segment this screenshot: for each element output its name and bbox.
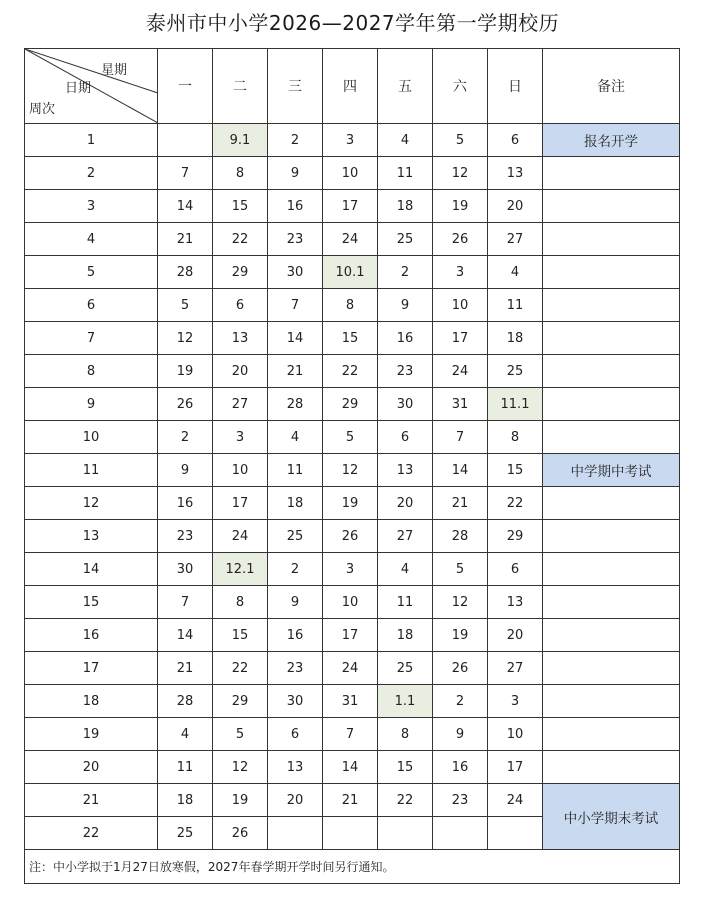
day-cell: 9 xyxy=(268,586,323,619)
week-number-cell: 14 xyxy=(25,553,158,586)
day-cell: 7 xyxy=(158,157,213,190)
week-row xyxy=(25,784,680,817)
day-cell: 19 xyxy=(433,619,488,652)
day-cell: 16 xyxy=(268,190,323,223)
day-cell: 4 xyxy=(378,553,433,586)
day-cell: 3 xyxy=(433,256,488,289)
week-row xyxy=(25,520,680,553)
note-cell-empty xyxy=(543,553,680,586)
day-cell xyxy=(378,817,433,850)
day-cell: 6 xyxy=(488,553,543,586)
corner-header-cell xyxy=(25,49,158,124)
page-title: 泰州市中小学2026—2027学年第一学期校历 xyxy=(145,11,560,35)
day-cell: 6 xyxy=(488,124,543,157)
note-cell-empty xyxy=(543,685,680,718)
day-cell: 22 xyxy=(323,355,378,388)
day-cell xyxy=(488,817,543,850)
day-cell: 23 xyxy=(268,223,323,256)
day-cell: 10 xyxy=(323,157,378,190)
corner-week-label: 星期 xyxy=(101,63,128,78)
day-cell: 2 xyxy=(378,256,433,289)
day-cell: 20 xyxy=(488,619,543,652)
day-cell: 10.1 xyxy=(323,256,378,289)
day-cell: 10 xyxy=(213,454,268,487)
week-number-cell: 1 xyxy=(25,124,158,157)
note-cell-empty xyxy=(543,322,680,355)
day-header-tue: 二 xyxy=(213,49,268,124)
day-cell: 15 xyxy=(213,190,268,223)
week-number-cell: 4 xyxy=(25,223,158,256)
day-cell: 6 xyxy=(378,421,433,454)
day-cell: 23 xyxy=(158,520,213,553)
day-cell: 10 xyxy=(488,718,543,751)
day-cell: 4 xyxy=(268,421,323,454)
week-number-cell: 9 xyxy=(25,388,158,421)
day-cell: 19 xyxy=(433,190,488,223)
day-cell: 24 xyxy=(323,652,378,685)
day-cell: 26 xyxy=(433,652,488,685)
day-cell: 18 xyxy=(378,619,433,652)
day-cell: 24 xyxy=(433,355,488,388)
week-row xyxy=(25,355,680,388)
day-cell: 29 xyxy=(213,256,268,289)
week-row xyxy=(25,421,680,454)
day-cell: 15 xyxy=(488,454,543,487)
week-row xyxy=(25,388,680,421)
day-cell: 16 xyxy=(433,751,488,784)
day-cell: 11 xyxy=(158,751,213,784)
day-cell: 19 xyxy=(323,487,378,520)
day-cell: 20 xyxy=(213,355,268,388)
day-cell: 16 xyxy=(158,487,213,520)
day-cell: 13 xyxy=(488,586,543,619)
day-cell: 14 xyxy=(323,751,378,784)
note-cell-empty xyxy=(543,355,680,388)
week-row xyxy=(25,157,680,190)
week-number-cell: 11 xyxy=(25,454,158,487)
week-number-cell: 12 xyxy=(25,487,158,520)
day-cell: 22 xyxy=(488,487,543,520)
day-cell: 9 xyxy=(268,157,323,190)
day-cell: 30 xyxy=(378,388,433,421)
week-row xyxy=(25,454,680,487)
day-header-sun: 日 xyxy=(488,49,543,124)
day-cell: 24 xyxy=(488,784,543,817)
day-header-wed: 三 xyxy=(268,49,323,124)
corner-week-number-label: 周次 xyxy=(29,102,56,117)
week-number-cell: 17 xyxy=(25,652,158,685)
day-cell: 4 xyxy=(378,124,433,157)
week-number-cell: 16 xyxy=(25,619,158,652)
week-number-cell: 5 xyxy=(25,256,158,289)
day-cell: 13 xyxy=(378,454,433,487)
day-cell: 13 xyxy=(268,751,323,784)
week-row xyxy=(25,619,680,652)
day-cell: 24 xyxy=(323,223,378,256)
note-final-exam: 中小学期末考试 xyxy=(543,784,680,850)
day-cell: 30 xyxy=(268,685,323,718)
day-cell: 14 xyxy=(433,454,488,487)
week-row xyxy=(25,553,680,586)
day-cell: 17 xyxy=(488,751,543,784)
day-cell: 10 xyxy=(323,586,378,619)
week-number-cell: 21 xyxy=(25,784,158,817)
week-row xyxy=(25,223,680,256)
week-row xyxy=(25,322,680,355)
day-cell: 7 xyxy=(158,586,213,619)
day-cell: 11 xyxy=(378,157,433,190)
day-cell: 30 xyxy=(158,553,213,586)
footer-row xyxy=(25,850,680,884)
day-cell: 20 xyxy=(378,487,433,520)
day-cell: 12.1 xyxy=(213,553,268,586)
day-cell: 31 xyxy=(433,388,488,421)
day-cell: 11 xyxy=(378,586,433,619)
footer-note: 注：中小学拟于1月27日放寒假，2027年春学期开学时间另行通知。 xyxy=(25,850,680,884)
day-cell: 1.1 xyxy=(378,685,433,718)
day-cell: 17 xyxy=(323,619,378,652)
day-cell: 24 xyxy=(213,520,268,553)
corner-date-label: 日期 xyxy=(65,81,92,96)
day-cell: 5 xyxy=(433,553,488,586)
day-cell: 19 xyxy=(213,784,268,817)
week-number-cell: 18 xyxy=(25,685,158,718)
day-cell: 8 xyxy=(213,157,268,190)
day-cell: 25 xyxy=(378,652,433,685)
week-row xyxy=(25,751,680,784)
week-number-cell: 13 xyxy=(25,520,158,553)
day-cell: 2 xyxy=(433,685,488,718)
week-row xyxy=(25,190,680,223)
note-cell-empty xyxy=(543,421,680,454)
day-cell: 2 xyxy=(268,553,323,586)
day-cell: 27 xyxy=(488,652,543,685)
day-cell xyxy=(323,817,378,850)
day-header-thu: 四 xyxy=(323,49,378,124)
day-cell: 25 xyxy=(268,520,323,553)
day-header-fri: 五 xyxy=(378,49,433,124)
day-cell: 22 xyxy=(378,784,433,817)
day-cell: 14 xyxy=(268,322,323,355)
day-header-sat: 六 xyxy=(433,49,488,124)
week-number-cell: 6 xyxy=(25,289,158,322)
day-cell: 15 xyxy=(213,619,268,652)
note-cell-empty xyxy=(543,520,680,553)
day-cell: 9 xyxy=(433,718,488,751)
day-cell: 25 xyxy=(378,223,433,256)
day-cell: 9 xyxy=(158,454,213,487)
day-header-mon: 一 xyxy=(158,49,213,124)
day-cell: 23 xyxy=(268,652,323,685)
day-cell: 7 xyxy=(323,718,378,751)
day-cell: 7 xyxy=(433,421,488,454)
note-cell-empty xyxy=(543,223,680,256)
day-cell: 21 xyxy=(433,487,488,520)
day-cell: 14 xyxy=(158,619,213,652)
day-cell: 18 xyxy=(378,190,433,223)
week-row xyxy=(25,256,680,289)
day-cell: 8 xyxy=(488,421,543,454)
day-cell: 18 xyxy=(268,487,323,520)
day-cell: 5 xyxy=(213,718,268,751)
day-cell: 20 xyxy=(268,784,323,817)
week-number-cell: 8 xyxy=(25,355,158,388)
day-cell: 14 xyxy=(158,190,213,223)
day-cell: 28 xyxy=(433,520,488,553)
day-cell: 18 xyxy=(488,322,543,355)
day-cell: 26 xyxy=(158,388,213,421)
day-cell: 15 xyxy=(323,322,378,355)
day-cell: 11.1 xyxy=(488,388,543,421)
week-number-cell: 22 xyxy=(25,817,158,850)
day-cell: 28 xyxy=(158,685,213,718)
day-cell: 28 xyxy=(268,388,323,421)
day-cell: 27 xyxy=(378,520,433,553)
day-cell: 21 xyxy=(158,652,213,685)
day-cell: 5 xyxy=(433,124,488,157)
day-cell: 29 xyxy=(488,520,543,553)
day-cell: 3 xyxy=(213,421,268,454)
day-cell: 3 xyxy=(323,553,378,586)
day-cell: 21 xyxy=(268,355,323,388)
week-row xyxy=(25,124,680,157)
week-number-cell: 20 xyxy=(25,751,158,784)
week-row xyxy=(25,487,680,520)
week-row xyxy=(25,685,680,718)
day-cell: 17 xyxy=(213,487,268,520)
day-cell: 9.1 xyxy=(213,124,268,157)
day-cell: 20 xyxy=(488,190,543,223)
day-cell: 17 xyxy=(433,322,488,355)
day-cell: 17 xyxy=(323,190,378,223)
note-cell-empty xyxy=(543,388,680,421)
day-cell: 31 xyxy=(323,685,378,718)
day-cell: 13 xyxy=(488,157,543,190)
week-number-cell: 7 xyxy=(25,322,158,355)
day-cell: 12 xyxy=(158,322,213,355)
day-cell: 21 xyxy=(158,223,213,256)
week-number-cell: 10 xyxy=(25,421,158,454)
day-cell: 12 xyxy=(433,157,488,190)
note-cell-empty xyxy=(543,652,680,685)
note-cell-empty xyxy=(543,190,680,223)
day-cell xyxy=(158,124,213,157)
day-cell: 5 xyxy=(323,421,378,454)
day-cell: 16 xyxy=(378,322,433,355)
day-cell xyxy=(433,817,488,850)
week-row xyxy=(25,718,680,751)
day-cell: 18 xyxy=(158,784,213,817)
day-cell: 11 xyxy=(488,289,543,322)
week-row xyxy=(25,586,680,619)
day-cell: 6 xyxy=(268,718,323,751)
day-cell: 11 xyxy=(268,454,323,487)
day-cell: 26 xyxy=(213,817,268,850)
day-cell: 25 xyxy=(488,355,543,388)
week-number-cell: 15 xyxy=(25,586,158,619)
week-row xyxy=(25,652,680,685)
day-cell: 2 xyxy=(158,421,213,454)
day-cell: 30 xyxy=(268,256,323,289)
day-cell: 8 xyxy=(323,289,378,322)
day-cell: 25 xyxy=(158,817,213,850)
day-cell: 16 xyxy=(268,619,323,652)
day-cell: 3 xyxy=(323,124,378,157)
day-cell: 22 xyxy=(213,223,268,256)
day-cell: 29 xyxy=(213,685,268,718)
day-cell: 28 xyxy=(158,256,213,289)
day-cell: 15 xyxy=(378,751,433,784)
day-cell: 7 xyxy=(268,289,323,322)
day-cell: 10 xyxy=(433,289,488,322)
day-cell: 27 xyxy=(213,388,268,421)
day-cell xyxy=(268,817,323,850)
day-cell: 22 xyxy=(213,652,268,685)
header-row xyxy=(25,49,680,124)
day-cell: 29 xyxy=(323,388,378,421)
week-number-cell: 2 xyxy=(25,157,158,190)
day-cell: 21 xyxy=(323,784,378,817)
day-cell: 8 xyxy=(213,586,268,619)
day-cell: 2 xyxy=(268,124,323,157)
day-cell: 4 xyxy=(158,718,213,751)
note-cell-empty xyxy=(543,586,680,619)
day-cell: 12 xyxy=(213,751,268,784)
day-cell: 26 xyxy=(323,520,378,553)
note-cell-empty xyxy=(543,619,680,652)
day-cell: 12 xyxy=(323,454,378,487)
week-number-cell: 3 xyxy=(25,190,158,223)
day-cell: 6 xyxy=(213,289,268,322)
day-cell: 12 xyxy=(433,586,488,619)
day-cell: 13 xyxy=(213,322,268,355)
note-cell-empty xyxy=(543,289,680,322)
note-enrollment: 报名开学 xyxy=(543,124,680,157)
week-row xyxy=(25,289,680,322)
note-cell-empty xyxy=(543,487,680,520)
day-cell: 26 xyxy=(433,223,488,256)
day-cell: 27 xyxy=(488,223,543,256)
day-cell: 23 xyxy=(433,784,488,817)
note-header: 备注 xyxy=(543,49,680,124)
note-midterm-exam: 中学期中考试 xyxy=(543,454,680,487)
day-cell: 8 xyxy=(378,718,433,751)
day-cell: 5 xyxy=(158,289,213,322)
note-cell-empty xyxy=(543,718,680,751)
day-cell: 4 xyxy=(488,256,543,289)
note-cell-empty xyxy=(543,751,680,784)
week-number-cell: 19 xyxy=(25,718,158,751)
note-cell-empty xyxy=(543,157,680,190)
day-cell: 3 xyxy=(488,685,543,718)
school-calendar-table xyxy=(24,48,680,884)
day-cell: 9 xyxy=(378,289,433,322)
day-cell: 19 xyxy=(158,355,213,388)
day-cell: 23 xyxy=(378,355,433,388)
note-cell-empty xyxy=(543,256,680,289)
